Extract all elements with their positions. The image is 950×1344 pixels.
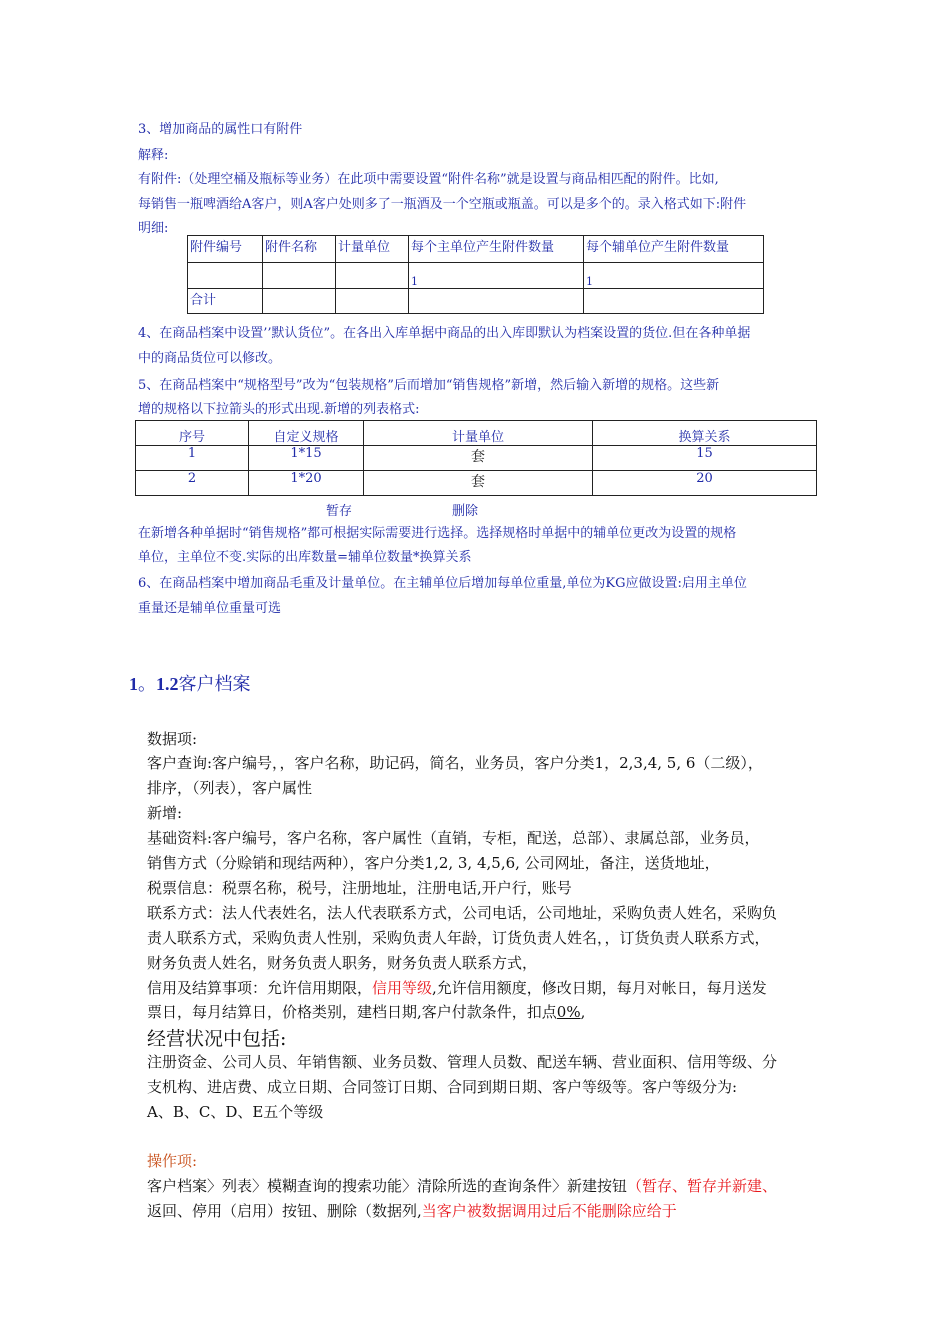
table-header: 序号 (136, 421, 249, 446)
basic-line-2: 销售方式（分赊销和现结两种），客户分类1,2, 3, 4,5,6, 公司网址，备注，送货地址， (147, 854, 720, 872)
operations-text-2a: 返回、停用（启用）按钮、删除（数据列, (147, 1202, 422, 1220)
credit-level-text: 信用等级 (372, 979, 433, 997)
table-cell[interactable]: 1 (136, 446, 249, 471)
credit-text-1c: ,允许信用额度，修改日期，每月对帐日，每月送发 (432, 979, 767, 997)
table-cell[interactable]: 1 (409, 263, 584, 289)
credit-text-2a: 票日，每月结算日，价格类别，建档日期,客户付款条件，扣点 (147, 1003, 557, 1021)
operations-line-1 (147, 1175, 777, 1196)
credit-line-1 (147, 977, 767, 998)
table-cell[interactable]: 15 (593, 446, 817, 471)
credit-text-2c: , (580, 1003, 586, 1021)
section-3-title: 3、增加商品的属性口有附件 (138, 122, 303, 137)
query-line-2: 排序，（列表），客户属性 (147, 779, 313, 797)
section-6-line-2: 重量还是辅单位重量可选 (138, 601, 282, 616)
spec-list-table (135, 420, 817, 496)
section-3-line-1: 有附件:（处理空桶及瓶标等业务）在此项中需要设置“附件名称”就是设置与商品相匹配的附件。比如, (138, 172, 719, 187)
table-header: 附件名称 (263, 236, 336, 263)
table-cell[interactable]: 套 (364, 446, 593, 471)
operations-label: 操作项: (147, 1152, 198, 1170)
discount-value: 0% (556, 1003, 581, 1021)
section-5-line-2: 增的规格以下拉箭头的形式出现.新增的列表格式: (138, 402, 420, 417)
section-3-line-3: 明细: (138, 221, 169, 236)
table-header: 计量单位 (336, 236, 409, 263)
business-line-1: 注册资金、公司人员、年销售额、业务员数、管理人员数、配送车辆、营业面积、信用等级、分 (147, 1053, 778, 1071)
after-table-line-1: 在新增各种单据时“销售规格”都可根据实际需要进行选择。选择规格时单据中的辅单位更改为设置的规格 (138, 526, 737, 541)
heading-separator: 。 (138, 674, 156, 695)
operations-text-1a: 客户档案〉列表〉模糊查询的搜索功能〉清除所选的查询条件〉新建按钮 (147, 1177, 628, 1195)
section-4-line-2: 中的商品货位可以修改。 (138, 351, 282, 366)
section-3-line-2: 每销售一瓶啤酒给A客户，则A客户处则多了一瓶酒及一个空瓶或瓶盖。可以是多个的。录入格式如下:附件 (138, 197, 747, 212)
heading-number-2: 1.2 (156, 674, 179, 694)
table-cell[interactable]: 1*20 (249, 471, 364, 496)
table-cell (584, 289, 764, 314)
after-table-line-2: 单位，主单位不变.实际的出库数量=辅单位数量*换算关系 (138, 550, 472, 565)
table-cell (263, 289, 336, 314)
operations-text-1b: （暂存、暂存并新建、 (627, 1177, 778, 1195)
contact-line-2: 责人联系方式，采购负责人性别，采购负责人年龄，订货负责人姓名，，订货负责人联系方式， (147, 929, 770, 947)
delete-button[interactable]: 删除 (452, 504, 479, 519)
business-title: 经营状况中包括: (147, 1028, 287, 1050)
data-items-label: 数据项: (147, 730, 198, 748)
credit-line-2 (147, 1001, 585, 1022)
save-button[interactable]: 暂存 (326, 504, 353, 519)
table-cell[interactable]: 1 (584, 263, 764, 289)
new-label: 新增: (147, 804, 183, 822)
heading-text: 客户档案 (178, 674, 251, 695)
section-heading (129, 670, 251, 696)
explain-label: 解释: (138, 148, 169, 163)
table-header: 每个辅单位产生附件数量 (584, 236, 764, 263)
contact-line-3: 财务负责人姓名，财务负责人职务，财务负责人联系方式， (147, 954, 538, 972)
table-cell[interactable] (188, 263, 263, 289)
table-header: 换算关系 (593, 421, 817, 446)
query-line-1: 客户查询:客户编号，，客户名称，助记码，简名，业务员，客户分类1，2,3,4, 5, 6（二级）， (147, 754, 763, 772)
total-label: 合计 (188, 289, 263, 314)
table-cell[interactable] (336, 263, 409, 289)
attachment-table (187, 235, 764, 314)
table-header: 自定义规格 (249, 421, 364, 446)
contact-line-1: 联系方式：法人代表姓名，法人代表联系方式，公司电话，公司地址，采购负责人姓名，采购负 (147, 904, 778, 922)
credit-text-1a: 信用及结算事项：允许信用期限， (147, 979, 373, 997)
section-5-line-1: 5、在商品档案中“规格型号”改为“包装规格”后而增加“销售规格”新增，然后输入新增的规格。这些新 (138, 378, 720, 393)
table-header: 附件编号 (188, 236, 263, 263)
table-cell[interactable]: 1*15 (249, 446, 364, 471)
table-cell[interactable]: 20 (593, 471, 817, 496)
table-cell[interactable]: 套 (364, 471, 593, 496)
operations-text-2b: 当客户被数据调用过后不能删除应给于 (421, 1202, 677, 1220)
tax-line: 税票信息：税票名称，税号，注册地址，注册电话,开户行，账号 (147, 879, 572, 897)
basic-line-1: 基础资料:客户编号，客户名称，客户属性（直销，专柜，配送，总部）、隶属总部，业务员， (147, 829, 760, 847)
table-header: 计量单位 (364, 421, 593, 446)
business-line-2: 支机构、进店费、成立日期、合同签订日期、合同到期日期、客户等级等。客户等级分为: (147, 1078, 738, 1096)
operations-line-2 (147, 1200, 677, 1221)
section-4-line-1: 4、在商品档案中设置’’默认货位”。在各出入库单据中商品的出入库即默认为档案设置的货位.但在各种单据 (138, 326, 751, 341)
table-cell (336, 289, 409, 314)
business-line-3: A、B、C、D、E五个等级 (147, 1103, 324, 1121)
table-header: 每个主单位产生附件数量 (409, 236, 584, 263)
section-6-line-1: 6、在商品档案中增加商品毛重及计量单位。在主辅单位后增加每单位重量,单位为KG应做设置:启用主单位 (138, 576, 747, 591)
heading-number: 1 (129, 674, 138, 694)
table-cell[interactable]: 2 (136, 471, 249, 496)
table-cell[interactable] (263, 263, 336, 289)
table-cell (409, 289, 584, 314)
